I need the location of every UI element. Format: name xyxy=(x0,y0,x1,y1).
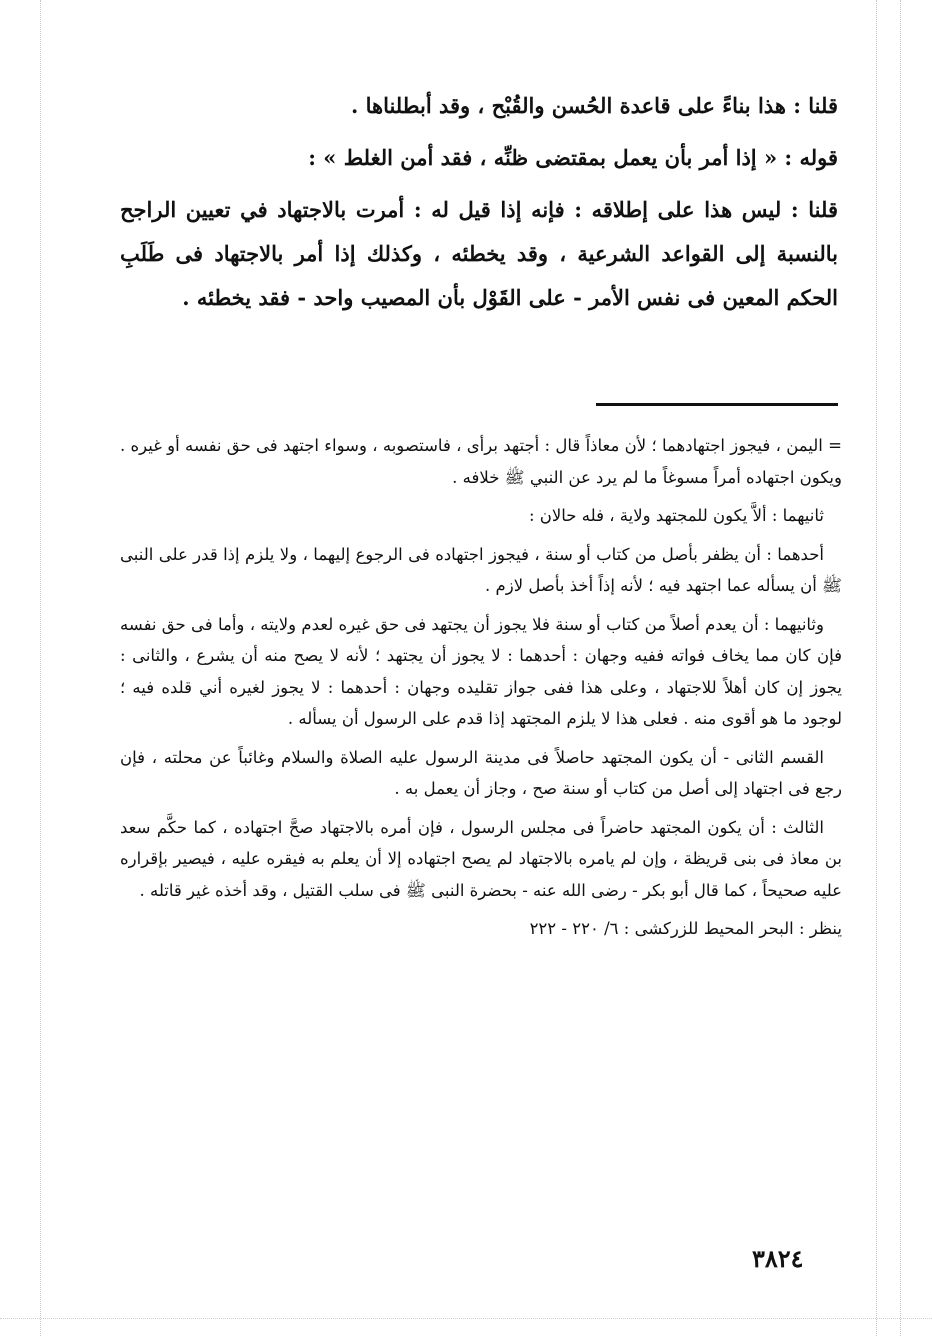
footnotes-section xyxy=(120,430,842,952)
main-body-text xyxy=(120,84,838,330)
main-paragraph: قوله : « إذا أمر بأن يعمل بمقتضى ظنِّه ، فقد أمن الغلط » : xyxy=(308,145,838,170)
footnote-reference: ينظر : البحر المحيط للزركشى : ٦/ ٢٢٠ - ٢٢٢ xyxy=(529,919,842,938)
main-paragraph: قلنا : ليس هذا على إطلاقه : فإنه إذا قيل له : أمرت بالاجتهاد في تعيين الراجح بالنسبة إلى القواعد الشرعية ، وقد يخطئه ، وكذلك إذا أمر بالاجتهاد فى طَلَبِ الحكم المعين فى نفس الأمر - على القَوْل بأن المصيب واحد - فقد يخطئه . xyxy=(120,197,838,310)
footnote-paragraph: القسم الثانى - أن يكون المجتهد حاصلاً فى مدينة الرسول عليه الصلاة والسلام وغائباً عن محلته ، فإن رجع فى اجتهاد إلى أصل من كتاب أو سنة صح ، وجاز أن يعمل به . xyxy=(120,747,842,798)
scan-dotted-line-bottom xyxy=(0,1318,932,1319)
scan-dotted-line-left xyxy=(40,0,41,1336)
main-paragraph: قلنا : هذا بناءً على قاعدة الحُسن والقُبْح ، وقد أبطلناها . xyxy=(350,93,838,118)
page-number: ٣٨٢٤ xyxy=(752,1244,804,1273)
scan-dotted-line-right xyxy=(900,0,901,1336)
footnote-paragraph: وثانيهما : أن يعدم أصلاً من كتاب أو سنة فلا يجوز أن يجتهد فى حق غيره لعدم ولايته ، وأما فى حق نفسه فإن كان مما يخاف فواته ففيه وجهان : أحدهما : لا يجوز أن يجتهد ؛ لأنه لا يصح منه أن يشرع ، والثانى : يجوز إن كان أهلاً للاجتهاد ، وعلى هذا ففى جواز تقليده وجهان : أحدهما : لا يجوز لغيره أني قلده فيه ؛ لوجود ما هو أقوى منه . فعلى هذا لا يلزم المجتهد إذا قدم على الرسول أن يسأله . xyxy=(120,614,842,728)
footnote-divider xyxy=(596,403,838,406)
footnote-paragraph: ثانيهما : ألاَّ يكون للمجتهد ولاية ، فله حالان : xyxy=(528,506,824,525)
footnote-paragraph: الثالث : أن يكون المجتهد حاضراً فى مجلس الرسول ، فإن أمره بالاجتهاد صحَّ اجتهاده ، كما حكَّم سعد بن معاذ فى بنى قريظة ، وإن لم يامره بالاجتهاد لم يصح اجتهاده إلا أن يعلم به فيقره عليه ، فيصير بإقراره عليه صحيحاً ، كما قال أبو بكر - رضى الله عنه - بحضرة النبى ﷺ فى سلب القتيل ، وقد أخذه غير قاتله . xyxy=(120,817,842,900)
scan-dotted-line-inner xyxy=(876,0,877,1336)
footnote-paragraph: = اليمن ، فيجوز اجتهادهما ؛ لأن معاذاً قال : أجتهد برأى ، فاستصوبه ، وسواء اجتهد فى حق نفسه أو غيره . ويكون اجتهاده أمراً مسوغاً ما لم يرد عن النبي ﷺ خلافه . xyxy=(120,436,842,487)
footnote-paragraph: أحدهما : أن يظفر بأصل من كتاب أو سنة ، فيجوز اجتهاده فى الرجوع إليهما ، ولا يلزم إذا قدر على النبى ﷺ أن يسأله عما اجتهد فيه ؛ لأنه إذاً أخذ بأصل لازم . xyxy=(120,544,842,595)
